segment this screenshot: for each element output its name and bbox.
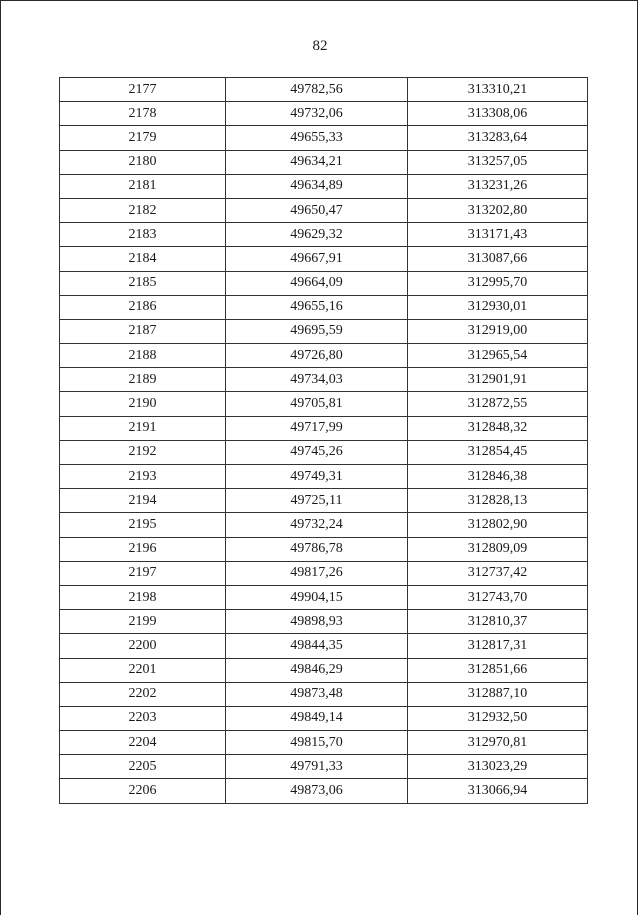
x-coordinate-cell: 49705,81 (226, 392, 408, 416)
x-coordinate-cell: 49734,03 (226, 368, 408, 392)
table-row (60, 271, 588, 295)
x-coordinate-cell: 49629,32 (226, 223, 408, 247)
table-row (60, 416, 588, 440)
x-coordinate-cell: 49655,16 (226, 295, 408, 319)
point-number-cell: 2199 (60, 610, 226, 634)
x-coordinate-cell: 49732,06 (226, 102, 408, 126)
x-coordinate-cell: 49873,48 (226, 682, 408, 706)
table-row (60, 706, 588, 730)
y-coordinate-cell: 312854,45 (408, 440, 588, 464)
y-coordinate-cell: 313202,80 (408, 198, 588, 222)
table-row (60, 634, 588, 658)
table-row (60, 392, 588, 416)
x-coordinate-cell: 49667,91 (226, 247, 408, 271)
table-row (60, 78, 588, 102)
table-row (60, 102, 588, 126)
page-number: 82 (312, 38, 328, 54)
y-coordinate-cell: 313308,06 (408, 102, 588, 126)
table-row (60, 295, 588, 319)
y-coordinate-cell: 312810,37 (408, 610, 588, 634)
x-coordinate-cell: 49898,93 (226, 610, 408, 634)
point-number-cell: 2193 (60, 465, 226, 489)
table-row (60, 658, 588, 682)
point-number-cell: 2189 (60, 368, 226, 392)
point-number-cell: 2190 (60, 392, 226, 416)
point-number-cell: 2186 (60, 295, 226, 319)
table-row (60, 247, 588, 271)
x-coordinate-cell: 49749,31 (226, 465, 408, 489)
x-coordinate-cell: 49817,26 (226, 561, 408, 585)
x-coordinate-cell: 49634,89 (226, 174, 408, 198)
x-coordinate-cell: 49695,59 (226, 319, 408, 343)
y-coordinate-cell: 312995,70 (408, 271, 588, 295)
table-row (60, 682, 588, 706)
point-number-cell: 2202 (60, 682, 226, 706)
table-row (60, 731, 588, 755)
y-coordinate-cell: 312887,10 (408, 682, 588, 706)
x-coordinate-cell: 49904,15 (226, 585, 408, 609)
x-coordinate-cell: 49650,47 (226, 198, 408, 222)
point-number-cell: 2185 (60, 271, 226, 295)
x-coordinate-cell: 49745,26 (226, 440, 408, 464)
y-coordinate-cell: 313257,05 (408, 150, 588, 174)
table-row (60, 368, 588, 392)
point-number-cell: 2181 (60, 174, 226, 198)
point-number-cell: 2184 (60, 247, 226, 271)
point-number-cell: 2187 (60, 319, 226, 343)
x-coordinate-cell: 49846,29 (226, 658, 408, 682)
point-number-cell: 2200 (60, 634, 226, 658)
table-row (60, 610, 588, 634)
y-coordinate-cell: 312828,13 (408, 489, 588, 513)
y-coordinate-cell: 313231,26 (408, 174, 588, 198)
table-row (60, 126, 588, 150)
table-row (60, 174, 588, 198)
point-number-cell: 2197 (60, 561, 226, 585)
y-coordinate-cell: 312846,38 (408, 465, 588, 489)
x-coordinate-cell: 49634,21 (226, 150, 408, 174)
x-coordinate-cell: 49849,14 (226, 706, 408, 730)
x-coordinate-cell: 49655,33 (226, 126, 408, 150)
table-row (60, 779, 588, 803)
point-number-cell: 2180 (60, 150, 226, 174)
table-row (60, 319, 588, 343)
y-coordinate-cell: 313087,66 (408, 247, 588, 271)
y-coordinate-cell: 312965,54 (408, 344, 588, 368)
y-coordinate-cell: 312743,70 (408, 585, 588, 609)
point-number-cell: 2201 (60, 658, 226, 682)
point-number-cell: 2203 (60, 706, 226, 730)
table-row (60, 561, 588, 585)
x-coordinate-cell: 49717,99 (226, 416, 408, 440)
point-number-cell: 2183 (60, 223, 226, 247)
point-number-cell: 2196 (60, 537, 226, 561)
y-coordinate-cell: 312851,66 (408, 658, 588, 682)
y-coordinate-cell: 313310,21 (408, 78, 588, 102)
y-coordinate-cell: 313283,64 (408, 126, 588, 150)
y-coordinate-cell: 312809,09 (408, 537, 588, 561)
point-number-cell: 2198 (60, 585, 226, 609)
y-coordinate-cell: 312802,90 (408, 513, 588, 537)
point-number-cell: 2192 (60, 440, 226, 464)
point-number-cell: 2206 (60, 779, 226, 803)
point-number-cell: 2205 (60, 755, 226, 779)
x-coordinate-cell: 49791,33 (226, 755, 408, 779)
y-coordinate-cell: 312737,42 (408, 561, 588, 585)
point-number-cell: 2204 (60, 731, 226, 755)
y-coordinate-cell: 312817,31 (408, 634, 588, 658)
x-coordinate-cell: 49725,11 (226, 489, 408, 513)
x-coordinate-cell: 49815,70 (226, 731, 408, 755)
y-coordinate-cell: 312901,91 (408, 368, 588, 392)
y-coordinate-cell: 313171,43 (408, 223, 588, 247)
table-row (60, 440, 588, 464)
table-row (60, 585, 588, 609)
y-coordinate-cell: 312970,81 (408, 731, 588, 755)
table-row (60, 489, 588, 513)
y-coordinate-cell: 312919,00 (408, 319, 588, 343)
y-coordinate-cell: 313066,94 (408, 779, 588, 803)
x-coordinate-cell: 49786,78 (226, 537, 408, 561)
x-coordinate-cell: 49873,06 (226, 779, 408, 803)
point-number-cell: 2177 (60, 78, 226, 102)
table-row (60, 198, 588, 222)
y-coordinate-cell: 312872,55 (408, 392, 588, 416)
y-coordinate-cell: 312848,32 (408, 416, 588, 440)
coordinates-table (59, 77, 588, 804)
y-coordinate-cell: 312932,50 (408, 706, 588, 730)
y-coordinate-cell: 313023,29 (408, 755, 588, 779)
table-row (60, 513, 588, 537)
table-row (60, 223, 588, 247)
point-number-cell: 2195 (60, 513, 226, 537)
x-coordinate-cell: 49844,35 (226, 634, 408, 658)
table-row (60, 150, 588, 174)
point-number-cell: 2178 (60, 102, 226, 126)
coordinates-table-body (60, 78, 588, 804)
table-row (60, 755, 588, 779)
table-row (60, 537, 588, 561)
point-number-cell: 2182 (60, 198, 226, 222)
x-coordinate-cell: 49732,24 (226, 513, 408, 537)
table-row (60, 344, 588, 368)
table-row (60, 465, 588, 489)
x-coordinate-cell: 49726,80 (226, 344, 408, 368)
point-number-cell: 2188 (60, 344, 226, 368)
x-coordinate-cell: 49664,09 (226, 271, 408, 295)
point-number-cell: 2194 (60, 489, 226, 513)
y-coordinate-cell: 312930,01 (408, 295, 588, 319)
point-number-cell: 2179 (60, 126, 226, 150)
x-coordinate-cell: 49782,56 (226, 78, 408, 102)
point-number-cell: 2191 (60, 416, 226, 440)
